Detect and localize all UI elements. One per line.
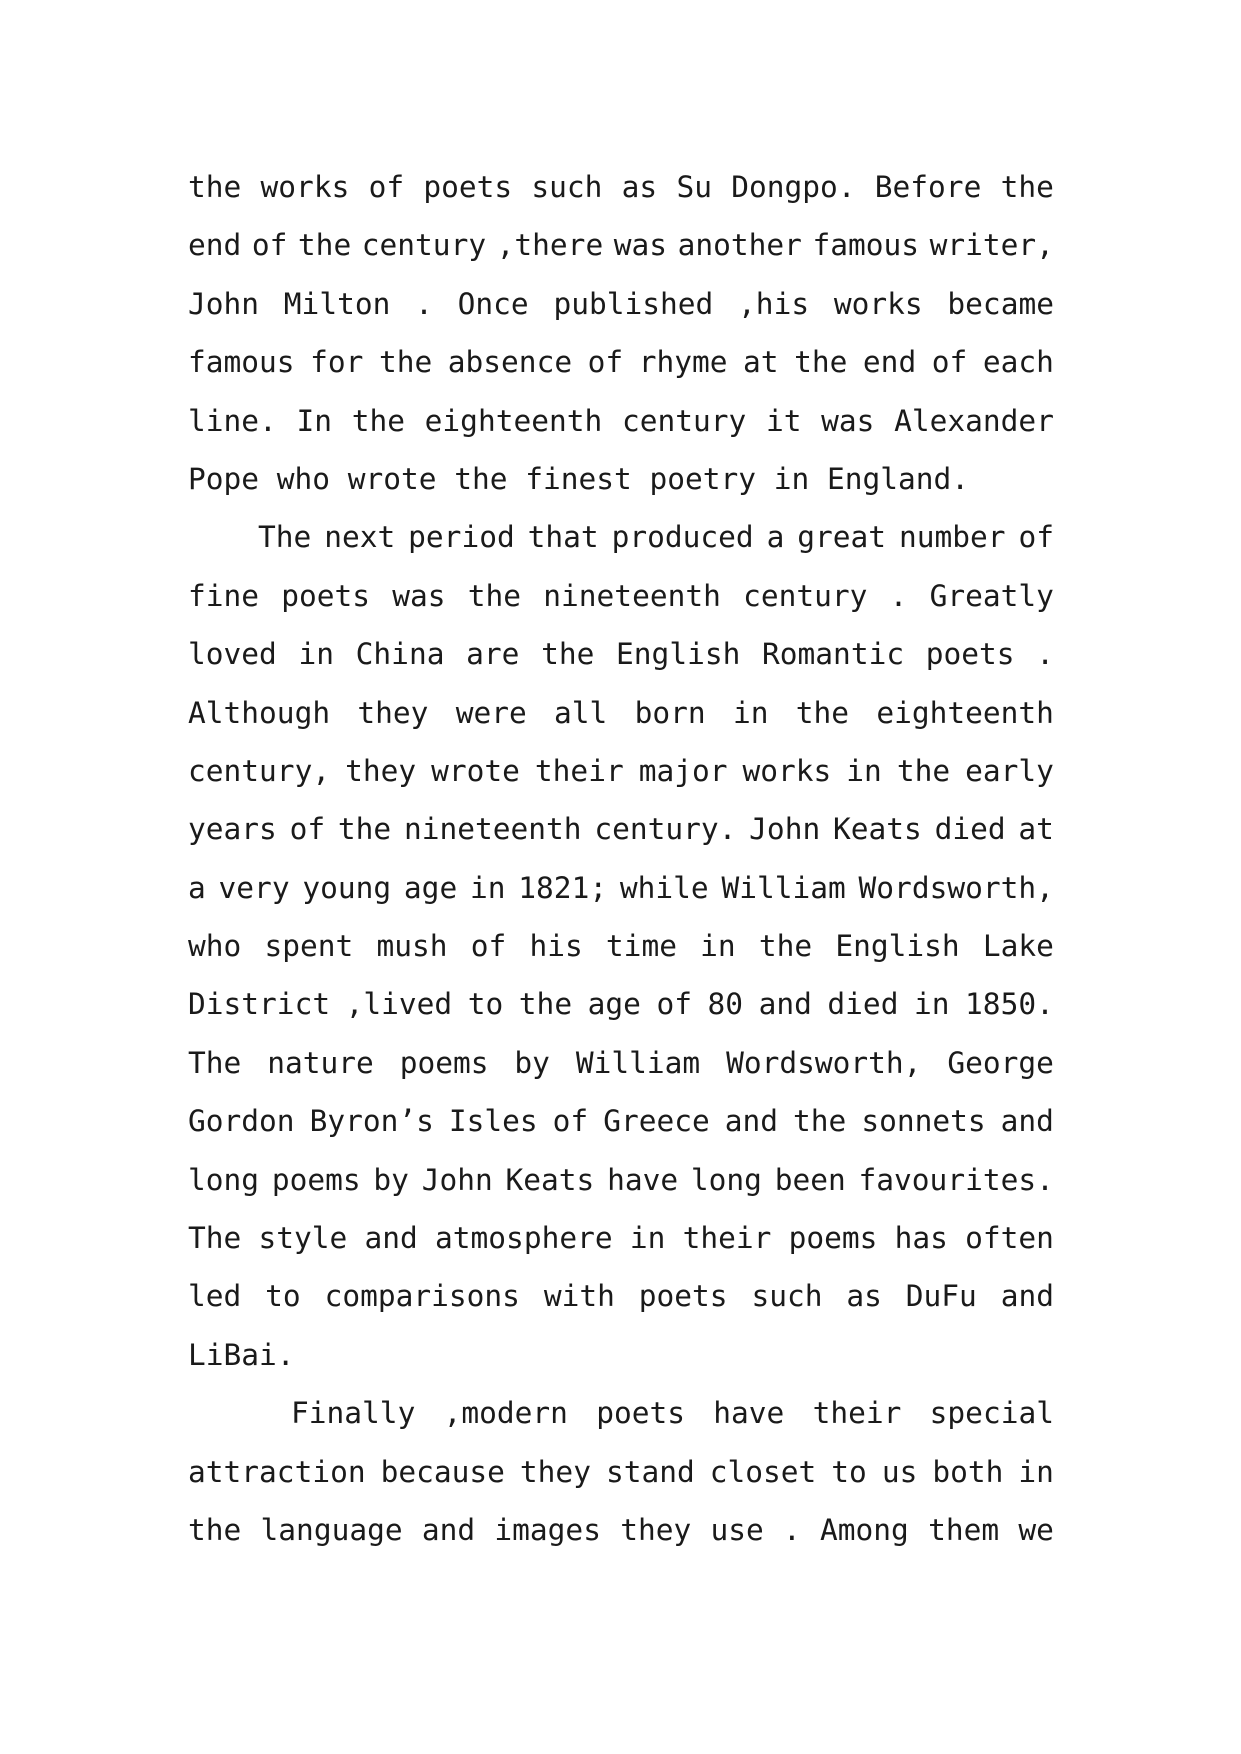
word: often: [965, 1221, 1054, 1256]
word: Byron’s: [309, 1104, 434, 1139]
text-line: [188, 1267, 1054, 1325]
word: time: [605, 929, 677, 964]
word: William: [575, 1045, 701, 1080]
word: their: [682, 1221, 772, 1256]
word: the: [795, 695, 850, 730]
word: a: [188, 870, 206, 905]
text-line: [188, 1092, 1054, 1150]
word: century: [743, 578, 868, 613]
word: was: [392, 578, 446, 613]
word: of: [1018, 520, 1054, 555]
word: wrote: [431, 753, 520, 788]
word: long: [188, 1162, 260, 1197]
word: poets: [925, 637, 1015, 672]
word: to: [467, 987, 504, 1022]
word: nature: [267, 1045, 374, 1080]
word: the: [1000, 170, 1054, 204]
word: born: [634, 695, 706, 730]
word: early: [965, 753, 1054, 788]
word: 80: [707, 987, 744, 1022]
word: their: [812, 1396, 902, 1431]
word: another: [677, 228, 802, 263]
word: Dongpo.: [731, 170, 856, 204]
word: the: [188, 170, 242, 204]
word: of: [656, 987, 692, 1022]
word: atmosphere: [435, 1221, 613, 1256]
word: favourites.: [858, 1162, 1054, 1197]
word: William: [721, 870, 846, 905]
word: absence: [447, 345, 573, 380]
word: led: [188, 1279, 242, 1314]
word: was: [821, 403, 875, 438]
word: The: [258, 520, 312, 555]
word: young: [302, 870, 392, 905]
text-line: [188, 508, 1054, 566]
text-line: [188, 1034, 1054, 1092]
text-line: [188, 1443, 1054, 1501]
word: Alexander: [894, 403, 1054, 438]
word: who: [188, 929, 242, 964]
word: became: [947, 286, 1054, 321]
word: Greatly: [929, 578, 1054, 613]
word: number: [898, 520, 1006, 555]
word: they: [357, 695, 429, 730]
text-line: [188, 1326, 1054, 1384]
word: works: [260, 170, 350, 204]
word: period: [408, 520, 515, 555]
word: us: [881, 1454, 918, 1489]
word: in: [913, 987, 950, 1022]
text-line: [188, 158, 1054, 216]
word: eighteenth: [424, 403, 603, 438]
word: in: [298, 637, 334, 672]
word: age: [403, 870, 458, 905]
word: and: [1000, 1104, 1054, 1139]
word: .: [783, 1512, 801, 1547]
word: we: [1018, 1512, 1054, 1547]
text-line: [188, 975, 1054, 1033]
word: that: [527, 520, 599, 555]
text-line: [188, 625, 1054, 683]
word: the: [337, 812, 392, 847]
word: of: [289, 812, 326, 847]
word: special: [929, 1396, 1054, 1431]
word: in: [732, 695, 769, 730]
word: such: [751, 1279, 823, 1314]
body-text: [188, 158, 1054, 1559]
word: by: [373, 1162, 409, 1197]
word: line.: [188, 403, 277, 438]
word: with: [543, 1279, 615, 1314]
word: the: [454, 461, 508, 496]
word: next: [324, 520, 396, 555]
word: they: [519, 1454, 591, 1489]
word: wrote: [347, 461, 437, 496]
word: to: [831, 1454, 867, 1489]
word: .: [889, 578, 908, 613]
word: the: [518, 987, 573, 1022]
word: poems: [788, 1221, 878, 1256]
word: in: [469, 870, 506, 905]
word: Once: [457, 286, 529, 321]
word: and: [724, 1104, 779, 1139]
word: loved: [188, 637, 277, 672]
word: District: [188, 987, 331, 1022]
word: poets: [281, 578, 371, 613]
word: English: [616, 637, 741, 672]
word: The: [188, 1045, 242, 1080]
word: century,: [188, 753, 331, 788]
word: Wordsworth,: [726, 1045, 922, 1080]
word: eighteenth: [876, 695, 1054, 730]
word: was: [613, 228, 668, 263]
word: have: [713, 1396, 785, 1431]
word: attraction: [188, 1454, 366, 1489]
word: in: [773, 461, 810, 496]
word: the: [378, 345, 433, 380]
word: Lake: [982, 929, 1054, 964]
word: The: [188, 1221, 242, 1256]
word: century: [621, 403, 747, 438]
text-line: [188, 859, 1054, 917]
word: as: [621, 170, 658, 204]
word: Isles: [448, 1104, 538, 1139]
word: .: [415, 286, 433, 321]
word: the: [896, 753, 951, 788]
word: In: [296, 403, 333, 438]
word: who: [276, 461, 331, 496]
word: in: [700, 929, 736, 964]
word: his: [529, 929, 583, 964]
text-line: [188, 1501, 1054, 1559]
word: poetry: [649, 461, 757, 496]
word: produced: [611, 520, 754, 555]
word: been: [774, 1162, 846, 1197]
word: stand: [605, 1454, 695, 1489]
word: style: [258, 1221, 348, 1256]
word: Greece: [603, 1104, 710, 1139]
word: published: [553, 286, 714, 321]
word: .: [1036, 637, 1054, 672]
word: century.: [594, 812, 737, 847]
word: great: [797, 520, 887, 555]
word: in: [1018, 1454, 1054, 1489]
word: and: [421, 1512, 476, 1547]
word: famous: [188, 345, 295, 380]
text-line: [188, 450, 1054, 508]
word: Before: [874, 170, 982, 204]
word: Romantic: [762, 637, 905, 672]
text-line: [188, 917, 1054, 975]
word: they: [620, 1512, 692, 1547]
word: they: [345, 753, 417, 788]
word: of: [368, 170, 405, 204]
word: use: [710, 1512, 764, 1547]
word: sonnets: [861, 1104, 986, 1139]
word: the: [541, 637, 595, 672]
word: all: [554, 695, 608, 730]
word: them: [928, 1512, 1000, 1547]
word: end: [188, 228, 242, 263]
word: to: [265, 1279, 301, 1314]
word: 1850.: [965, 987, 1054, 1022]
word: nineteenth: [543, 578, 721, 613]
word: Su: [676, 170, 712, 204]
word: ,lived: [345, 987, 453, 1022]
word: China: [355, 637, 445, 672]
word: of: [552, 1104, 589, 1139]
word: Gordon: [188, 1104, 295, 1139]
text-line: [188, 275, 1054, 333]
word: Finally: [291, 1396, 416, 1431]
word: John: [749, 812, 821, 847]
word: writer,: [929, 228, 1054, 263]
word: of: [470, 929, 507, 964]
word: age: [587, 987, 641, 1022]
word: 1821;: [518, 870, 608, 905]
word: by: [514, 1045, 550, 1080]
word: poems: [399, 1045, 489, 1080]
word: poets: [596, 1396, 685, 1431]
word: such: [531, 170, 603, 204]
word: century: [361, 228, 487, 263]
word: were: [455, 695, 527, 730]
word: comparisons: [324, 1279, 520, 1314]
word: the: [351, 403, 405, 438]
word: died: [934, 812, 1006, 847]
text-line: [188, 1209, 1054, 1267]
word: language: [260, 1512, 403, 1547]
word: Although: [188, 695, 331, 730]
word: Pope: [188, 461, 260, 496]
word: George: [947, 1045, 1054, 1080]
word: ,modern: [443, 1396, 568, 1431]
word: closet: [709, 1454, 817, 1489]
word: Among: [820, 1512, 909, 1547]
word: John: [188, 286, 260, 321]
text-line: [188, 684, 1054, 742]
word: famous: [812, 228, 920, 263]
word: rhyme: [638, 345, 728, 380]
word: finest: [525, 461, 632, 496]
word: fine: [188, 578, 260, 613]
word: and: [758, 987, 812, 1022]
word: DuFu: [905, 1279, 977, 1314]
word: and: [364, 1221, 418, 1256]
word: for: [310, 345, 364, 380]
word: has: [894, 1221, 948, 1256]
word: spent: [264, 929, 354, 964]
word: English: [835, 929, 960, 964]
word: end: [862, 345, 917, 380]
word: images: [494, 1512, 601, 1547]
word: of: [931, 345, 968, 380]
word: Wordsworth,: [858, 870, 1054, 905]
word: works: [833, 286, 923, 321]
word: the: [758, 929, 813, 964]
word: of: [251, 228, 288, 263]
text-line: [188, 800, 1054, 858]
text-line: [188, 216, 1054, 274]
word: while: [619, 870, 709, 905]
text-line: [188, 1151, 1054, 1209]
word: poets: [638, 1279, 728, 1314]
word: Keats: [505, 1162, 595, 1197]
text-line: [188, 567, 1054, 625]
word: in: [629, 1221, 666, 1256]
word: England.: [826, 461, 970, 496]
word: poets: [423, 170, 513, 204]
word: are: [466, 637, 520, 672]
word: the: [188, 1512, 242, 1547]
word: Milton: [283, 286, 391, 321]
word: have: [607, 1162, 679, 1197]
word: in: [846, 753, 882, 788]
word: poems: [271, 1162, 361, 1197]
word: long: [690, 1162, 762, 1197]
word: at: [1018, 812, 1054, 847]
text-line: [188, 392, 1054, 450]
word: both: [932, 1454, 1004, 1489]
word: mush: [376, 929, 448, 964]
word: years: [188, 812, 277, 847]
text-line: [188, 1384, 1054, 1442]
text-line: [188, 742, 1054, 800]
word: ,there: [496, 228, 604, 263]
word: works: [742, 753, 832, 788]
word: the: [467, 578, 522, 613]
word: and: [1000, 1279, 1054, 1314]
word: John: [421, 1162, 493, 1197]
word: died: [827, 987, 899, 1022]
word: very: [218, 870, 290, 905]
word: the: [297, 228, 352, 263]
word: Keats: [832, 812, 922, 847]
word: each: [982, 345, 1054, 380]
word: as: [846, 1279, 882, 1314]
word: of: [587, 345, 624, 380]
word: LiBai.: [188, 1337, 295, 1372]
word: the: [793, 1104, 847, 1139]
word: nineteenth: [403, 812, 582, 847]
word: their: [534, 753, 624, 788]
word: at: [743, 345, 779, 380]
word: because: [380, 1454, 505, 1489]
word: a: [766, 520, 785, 555]
word: it: [765, 403, 802, 438]
word: major: [638, 753, 728, 788]
word: ,his: [738, 286, 810, 321]
word: the: [794, 345, 848, 380]
text-line: [188, 333, 1054, 391]
